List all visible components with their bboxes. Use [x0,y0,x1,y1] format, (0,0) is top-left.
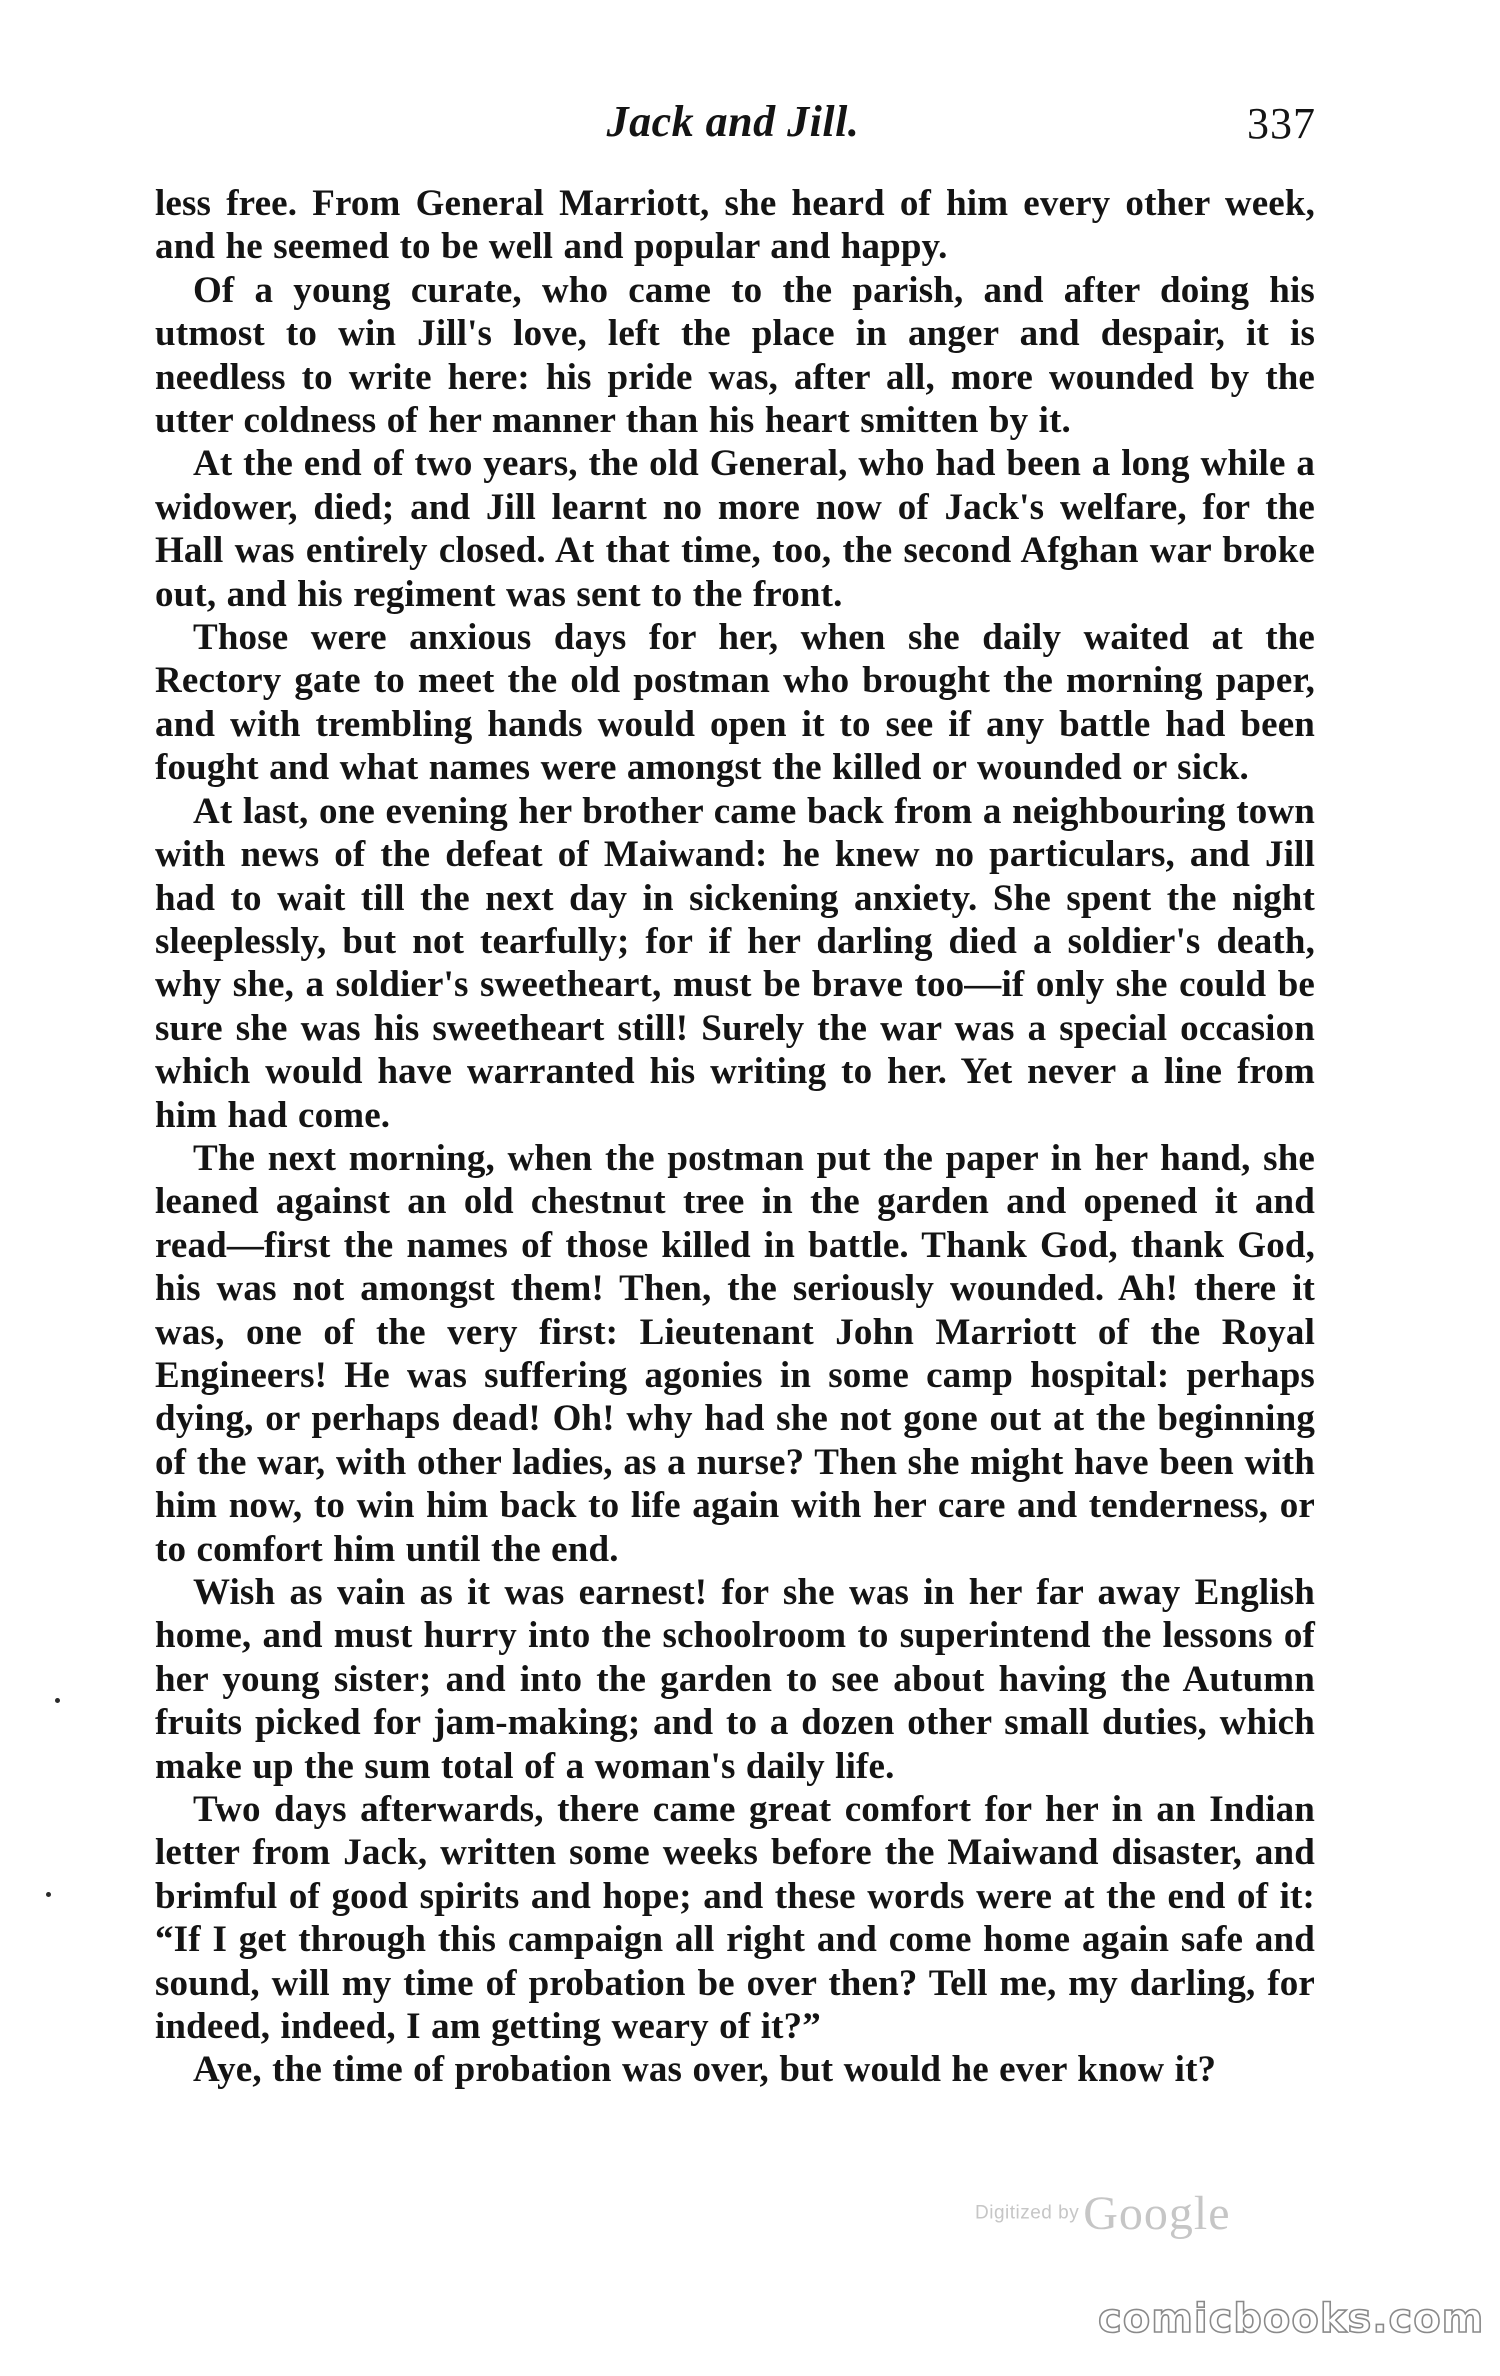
paragraph-9: Aye, the time of probation was over, but would he ever know it? [193,2049,1217,2091]
running-head [150,96,1316,156]
running-title: Jack and Jill. [606,97,860,146]
body-text [155,182,1315,2092]
google-brand: Google [1083,2187,1231,2240]
digitized-by-google-watermark [975,2186,1231,2241]
margin-speck [46,1892,51,1897]
paragraph-7: Wish as vain as it was earnest! for she was in her far away English home, and must hurry into the schoolroom to superintend the lessons of her young sister; and into the garden to see about having the Autumn fruits picked for jam-making; and to a dozen other small duties, which make up the sum total of a woman's daily life. [155,1572,1315,1787]
digitized-prefix: Digitized by [975,2202,1080,2224]
paragraph-8: Two days afterwards, there came great comfort for her in an Indian letter from Jack, written some weeks before the Maiwand disaster, and brimful of good spirits and hope; and these words were at the end of it: “If I get through this campaign all right and come home again safe and sound, will my time of probation be over then? Tell me, my darling, for indeed, indeed, I am getting weary of it?” [155,1789,1315,2048]
paragraph-4: Those were anxious days for her, when she daily waited at the Rectory gate to meet the old postman who brought the morning paper, and with trembling hands would open it to see if any battle had been fought and what names were amongst the killed or wounded or sick. [155,617,1315,789]
paragraph-3: At the end of two years, the old General, who had been a long while a widower, died; and Jill learnt no more now of Jack's welfare, for the Hall was entirely closed. At that time, too, the second Afghan war broke out, and his regiment was sent to the front. [155,443,1315,615]
site-watermark: comicbooks.com [1098,2296,1485,2342]
paragraph-2: Of a young curate, who came to the parish, and after doing his utmost to win Jill's love, left the place in anger and despair, it is needless to write here: his pride was, after all, more wounded by the utter coldness of her manner than his heart smitten by it. [155,269,1315,442]
paragraph-5: At last, one evening her brother came back from a neighbouring town with news of the defeat of Maiwand: he knew no particulars, and Jill had to wait till the next day in sickening anxiety. She spent the night sleeplessly, but not tearfully; for if her darling died a soldier's death, why she, a soldier's sweetheart, must be brave too—if only she could be sure she was his sweetheart still! Surely the war was a special occasion which would have warranted his writing to her. Yet never a line from him had come. [155,790,1315,1136]
margin-speck [55,1698,60,1703]
paragraph-1: less free. From General Marriott, she heard of him every other week, and he seemed to be well and popular and happy. [155,183,1315,268]
paragraph-6: The next morning, when the postman put the paper in her hand, she leaned against an old chestnut tree in the garden and opened it and read—first the names of those killed in battle. Thank God, thank God, his was not amongst them! Then, the seriously wounded. Ah! there it was, one of the very first: Lieutenant John Marriott of the Royal Engineers! He was suffering agonies in some camp hospital: perhaps dying, or perhaps dead! Oh! why had she not gone out at the beginning of the war, with other ladies, as a nurse? Then she might have been with him now, to win him back to life again with her care and tenderness, or to comfort him until the end. [155,1137,1315,1570]
page-number: 337 [1247,99,1316,148]
